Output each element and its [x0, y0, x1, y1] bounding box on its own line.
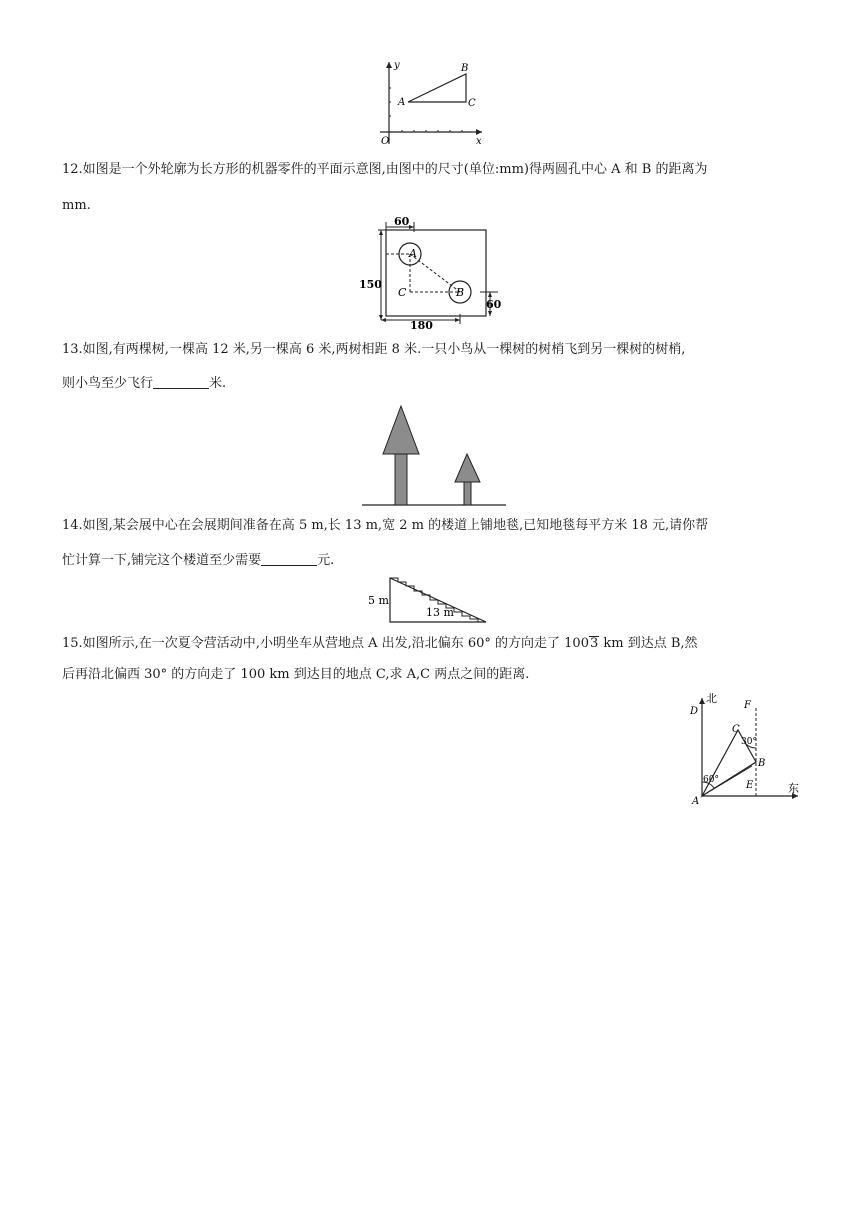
dim-180: 180	[410, 319, 433, 330]
question-14-line2	[62, 550, 802, 572]
answer-blank	[261, 551, 317, 566]
question-12	[62, 159, 802, 181]
question-12-text: 12.如图是一个外轮廓为长方形的机器零件的平面示意图,由图中的尺寸(单位:mm)得两圆孔中心 A 和 B 的距离为	[62, 162, 708, 177]
answer-blank	[153, 374, 209, 389]
point-f-label: F	[744, 700, 751, 711]
point-c-label: C	[398, 286, 407, 299]
point-c-label: C	[732, 724, 740, 735]
point-e-label: E	[746, 780, 754, 791]
point-b-label: B	[456, 286, 465, 299]
figure-direction-diagram	[686, 692, 804, 806]
y-axis-label: y	[394, 60, 400, 71]
point-d-label: D	[690, 706, 699, 717]
question-15-line2	[62, 664, 802, 686]
question-14	[62, 515, 802, 537]
question-13-text-b: 米.	[209, 376, 227, 391]
question-14-text-a: 忙计算一下,铺完这个楼道至少需要	[62, 553, 262, 568]
question-13-text: 13.如图,有两棵树,一棵高 12 米,另一棵高 6 米,两树相距 8 米.一只小鸟从一棵树的树梢飞到另一棵树的树梢,	[62, 342, 686, 357]
figure-coordinate-triangle	[372, 58, 488, 150]
height-label: 5 m	[368, 594, 389, 607]
question-15-text-a: 15.如图所示,在一次夏令营活动中,小明坐车从营地点 A 出发,沿北偏东 60° 的方向走了 100	[62, 636, 589, 651]
angle-60-label: 60°	[703, 775, 719, 785]
point-c-label: C	[468, 98, 476, 109]
length-label: 13 m	[426, 606, 454, 619]
north-label: 北	[706, 692, 717, 705]
x-axis-label: x	[476, 136, 482, 147]
figure-machine-part	[356, 214, 506, 330]
dim-60-top: 60	[394, 215, 410, 228]
angle-30-label: 30°	[741, 737, 757, 747]
question-12-unit: mm.	[62, 198, 91, 213]
question-15-text-2: 后再沿北偏西 30° 的方向走了 100 km 到达目的地点 C,求 A,C 两点之间的距离.	[62, 667, 530, 682]
origin-label: O	[381, 136, 390, 147]
dim-60-right: 60	[486, 298, 502, 311]
point-a-label: A	[398, 97, 406, 108]
question-15-text-b: km 到达点 B,然	[599, 636, 698, 651]
question-13	[62, 339, 802, 361]
question-14-text-b: 元.	[317, 553, 335, 568]
question-13-line2	[62, 373, 802, 395]
east-label: 东	[788, 782, 799, 795]
dim-150: 150	[359, 278, 382, 291]
point-b-label: B	[758, 758, 766, 769]
question-13-text-a: 则小鸟至少飞行	[62, 376, 154, 391]
figure-staircase	[366, 574, 490, 626]
point-b-label: B	[461, 63, 469, 74]
question-14-text: 14.如图,某会展中心在会展期间准备在高 5 m,长 13 m,宽 2 m 的楼道上铺地毯,已知地毯每平方米 18 元,请你帮	[62, 518, 709, 533]
point-a-label: A	[692, 796, 700, 806]
question-15	[62, 633, 802, 655]
point-a-label: A	[409, 247, 417, 260]
sqrt-value: 3	[589, 636, 599, 651]
figure-two-trees	[360, 402, 508, 508]
